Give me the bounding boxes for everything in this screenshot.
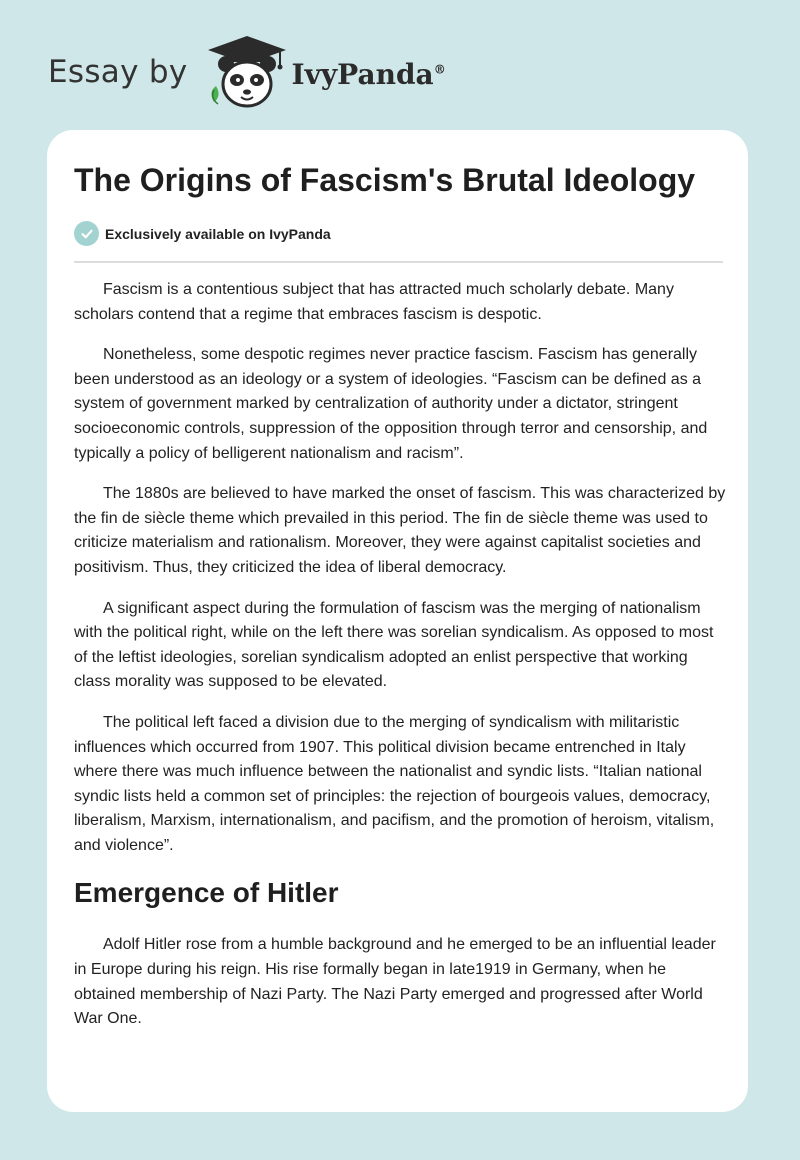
paragraph: Nonetheless, some despotic regimes never practice fascism. Fascism has generally been understood as an ideology or a system of ideologies. “Fascism can be defined as a system of government marked by centralization of authority under a dictator, stringent socioeconomic controls, suppression of the opposition through terror and censorship, and typically a policy of belligerent nationalism and racism”. (74, 346, 708, 462)
essay-content (74, 278, 726, 1048)
brand-name[interactable] (292, 58, 446, 91)
brand-text: IvyPanda (291, 57, 434, 91)
divider (74, 261, 723, 263)
exclusive-label: Exclusively available on IvyPanda (105, 225, 331, 242)
paragraph: A significant aspect during the formulation of fascism was the merging of nationalism with the political right, while on the left there was sorelian syndicalism. As opposed to most of the leftist ideologies, sorelian syndicalism adopted an enlist perspective that working class morality was supposed to be elevated. (74, 599, 714, 691)
paragraph: The political left faced a division due to the merging of syndicalism with militaristic influences which occurred from 1907. This political division became entrenched in Italy where there was much influence between the nationalist and syndic lists. “Italian national syndic lists held a common set of principles: the rejection of bourgeois values, democracy, liberalism, Marxism, internationalism, and pacifism, and the promotion of heroism, vitalism, and violence”. (74, 713, 715, 854)
check-circle-icon (74, 221, 99, 246)
exclusive-badge (74, 221, 331, 246)
paragraph: The 1880s are believed to have marked the onset of fascism. This was characterized by the fin de siècle theme which prevailed in this period. The fin de siècle theme was used to criticize materialism and rationalism. Moreover, they were against capitalist societies and positivism. Thus, they criticized the idea of liberal democracy. (74, 485, 726, 576)
registered-mark: ® (433, 62, 446, 77)
section-heading: Emergence of Hitler (74, 877, 339, 909)
page-title: The Origins of Fascism's Brutal Ideology (74, 162, 696, 198)
site-header (48, 34, 446, 110)
paragraph: Adolf Hitler rose from a humble background and he emerged to be an influential leader in Europe during his reign. His rise formally began in late1919 in Germany, when he obtained membership of Nazi Party. The Nazi Party emerged and progressed after World War One. (74, 936, 716, 1028)
essay-by-label: Essay by (48, 54, 188, 90)
paragraph: Fascism is a contentious subject that has attracted much scholarly debate. Many scholars contend that a regime that embraces fascism is despotic. (74, 281, 674, 323)
panda-graduate-logo-icon[interactable] (204, 34, 290, 110)
essay-card (47, 130, 748, 1112)
